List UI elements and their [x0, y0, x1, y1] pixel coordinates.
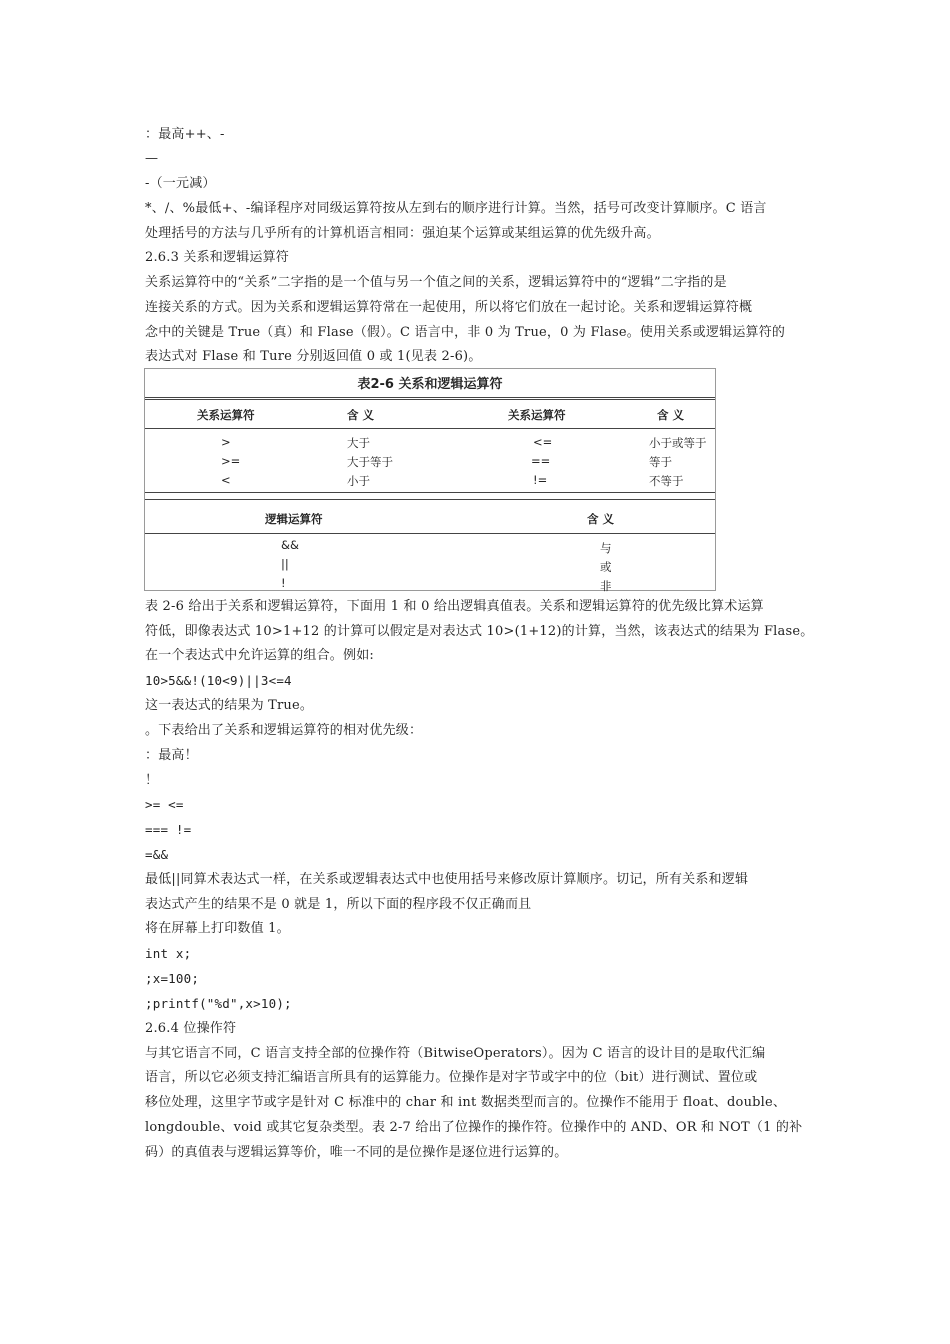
code-line: int x;	[145, 946, 192, 961]
code-line: 10>5&&!(10<9)||3<=4	[145, 673, 292, 688]
text-line: —	[145, 151, 159, 166]
table-cell: <	[221, 473, 231, 487]
text-line: 处理括号的方法与几乎所有的计算机语言相同：强迫某个运算或某组运算的优先级升高。	[145, 226, 660, 241]
table-cell: 小于	[347, 474, 370, 488]
text-line: 。下表给出了关系和逻辑运算符的相对优先级：	[145, 723, 423, 738]
table-cell: <=	[533, 435, 553, 449]
text-line: 念中的关键是 True（真）和 Flase（假）。C 语言中，非 0 为 True，0 为 Flase。使用关系或逻辑运算符的	[145, 325, 786, 340]
code-line: ;printf("%d",x>10);	[145, 996, 292, 1011]
table-header: 关系运算符	[197, 408, 255, 422]
table-cell: 或	[600, 560, 612, 574]
table-cell: >	[221, 435, 231, 449]
text-line: longdouble、void 或其它复杂类型。表 2-7 给出了位操作的操作符。位操作中的 AND、OR 和 NOT（1 的补	[145, 1120, 803, 1135]
code-line: ;x=100;	[145, 971, 200, 986]
text-line: 与其它语言不同，C 语言支持全部的位操作符（BitwiseOperators）。因为 C 语言的设计目的是取代汇编	[145, 1046, 766, 1061]
text-line: 将在屏幕上打印数值 1。	[145, 921, 290, 936]
table-cell: 等于	[649, 455, 672, 469]
text-line: 码）的真值表与逻辑运算等价，唯一不同的是位操作是逐位进行运算的。	[145, 1145, 568, 1160]
table-cell: ||	[281, 557, 289, 571]
code-line: =&&	[145, 847, 169, 862]
table-cell: 大于等于	[347, 455, 393, 469]
table-header: 含 义	[657, 408, 685, 422]
text-line: 移位处理，这里字节或字是针对 C 标准中的 char 和 int 数据类型而言的。位操作不能用于 float、double、	[145, 1095, 787, 1110]
table-cell: &&	[281, 538, 299, 552]
text-line: -（一元减）	[145, 176, 216, 191]
text-line: 关系运算符中的“关系”二字指的是一个值与另一个值之间的关系，逻辑运算符中的“逻辑”二字指的是	[145, 275, 727, 290]
table-header: 含 义	[347, 408, 375, 422]
text-line: 表达式对 Flase 和 Ture 分别返回值 0 或 1(见表 2-6)。	[145, 349, 482, 364]
text-line: *、/、%最低+、-编译程序对同级运算符按从左到右的顺序进行计算。当然，括号可改变计算顺序。C 语言	[145, 201, 767, 216]
text-line: ：最高++、-	[145, 127, 225, 142]
code-line: === !=	[145, 822, 192, 837]
code-line: >= <=	[145, 797, 184, 812]
section-heading: 2.6.3 关系和逻辑运算符	[145, 250, 290, 265]
table-cell: !	[281, 576, 286, 590]
text-line: 符低，即像表达式 10>1+12 的计算可以假定是对表达式 10>(1+12)的计算，当然，该表达式的结果为 Flase。	[145, 624, 814, 639]
table-header: 逻辑运算符	[265, 512, 323, 526]
text-line: 在一个表达式中允许运算的组合。例如:	[145, 648, 374, 663]
table-cell: 小于或等于	[649, 436, 707, 450]
operators-table	[144, 368, 716, 591]
table-cell: !=	[533, 473, 548, 487]
table-cell: 大于	[347, 436, 370, 450]
text-line: 连接关系的方式。因为关系和逻辑运算符常在一起使用，所以将它们放在一起讨论。关系和逻辑运算符概	[145, 300, 753, 315]
table-caption: 表2-6 关系和逻辑运算符	[357, 377, 503, 392]
text-line: 表 2-6 给出于关系和逻辑运算符，下面用 1 和 0 给出逻辑真值表。关系和逻辑运算符的优先级比算术运算	[145, 599, 764, 614]
table-cell: 与	[600, 541, 612, 555]
table-cell: 非	[600, 579, 612, 593]
text-line: ：最高！	[145, 748, 198, 763]
table-cell: >=	[221, 454, 241, 468]
text-line: 这一表达式的结果为 True。	[145, 698, 314, 713]
text-line: ！	[145, 773, 159, 788]
text-line: 最低||同算术表达式一样，在关系或逻辑表达式中也使用括号来修改原计算顺序。切记，所有关系和逻辑	[145, 872, 749, 887]
table-cell: 不等于	[649, 474, 684, 488]
text-line: 表达式产生的结果不是 0 就是 1，所以下面的程序段不仅正确而且	[145, 897, 532, 912]
table-cell: ==	[531, 454, 551, 468]
section-heading: 2.6.4 位操作符	[145, 1021, 237, 1036]
table-header: 关系运算符	[508, 408, 566, 422]
table-header: 含 义	[587, 512, 615, 526]
text-line: 语言，所以它必须支持汇编语言所具有的运算能力。位操作是对字节或字中的位（bit）进行测试、置位或	[145, 1070, 758, 1085]
